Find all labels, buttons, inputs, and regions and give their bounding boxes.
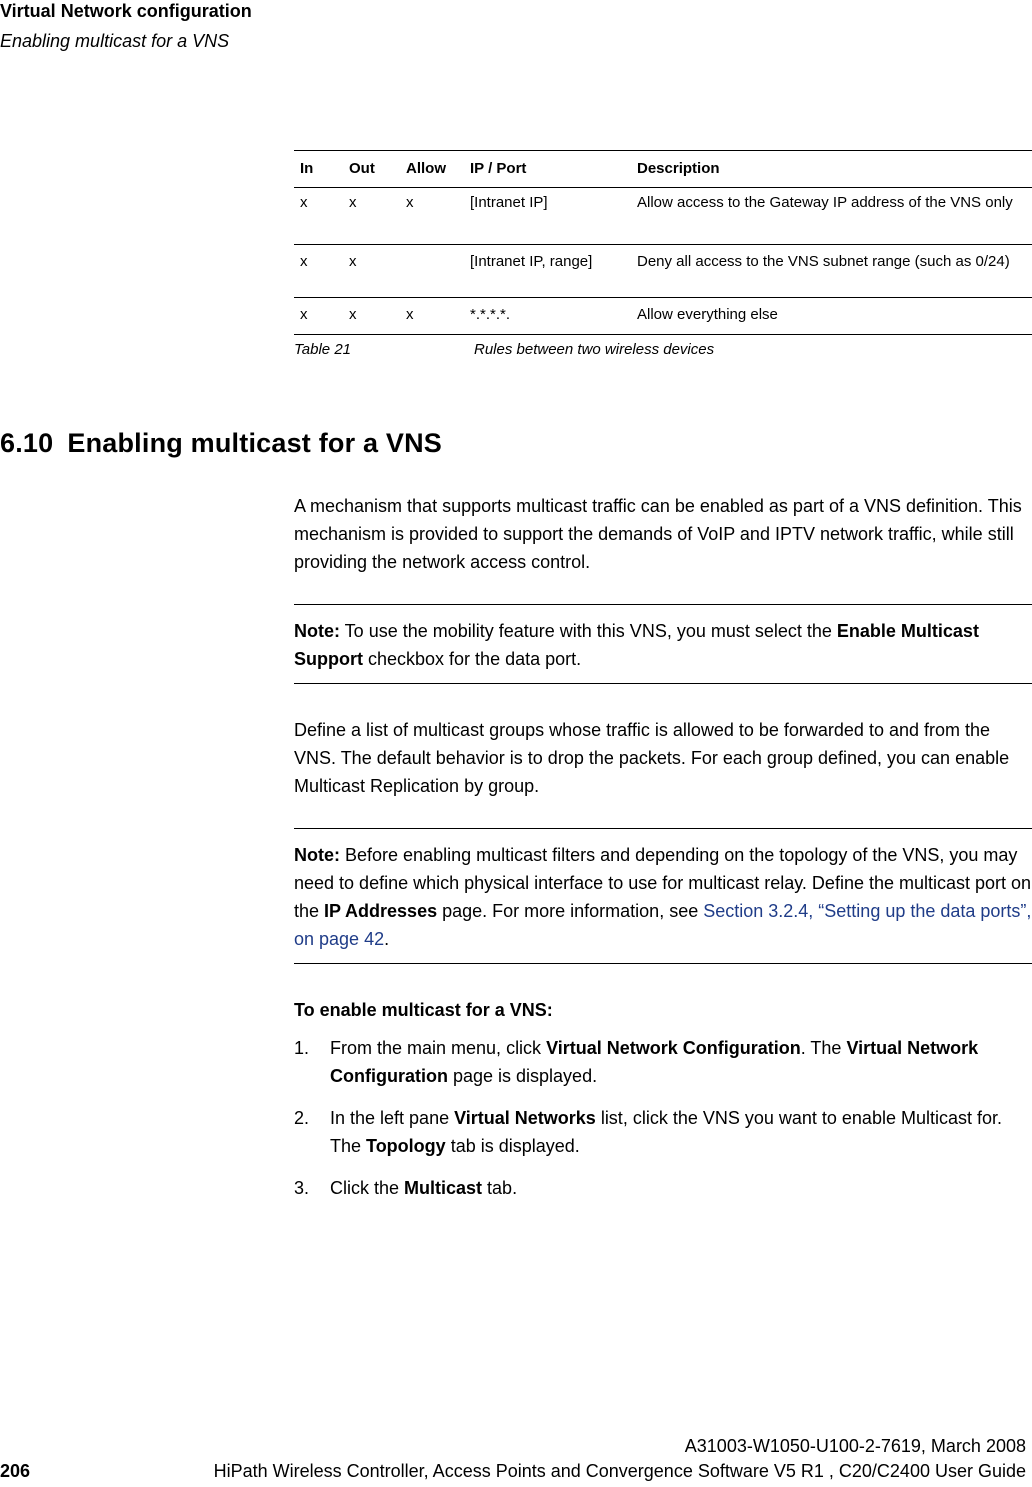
rules-table — [294, 150, 1032, 335]
note-box-mobility — [294, 604, 1032, 684]
step-text: tab. — [482, 1178, 518, 1198]
procedure-step — [294, 1174, 1032, 1202]
cell-description: Deny all access to the VNS subnet range (such as 0/24) — [637, 253, 1010, 270]
footer-page-number: 206 — [0, 1461, 31, 1481]
cell-description: Allow access to the Gateway IP address of the VNS only — [637, 194, 1013, 211]
cell-out: x — [349, 194, 357, 211]
section-heading — [0, 428, 442, 459]
cell-allow: x — [406, 306, 414, 323]
step-number: 2. — [294, 1108, 310, 1128]
step-number: 1. — [294, 1038, 310, 1058]
note-label: Note: — [294, 621, 340, 641]
section-title: Enabling multicast for a VNS — [67, 428, 443, 458]
footer-document-id: A31003-W1050-U100-2-7619, March 2008 — [684, 1436, 1026, 1456]
step-text: tab is displayed. — [445, 1136, 580, 1156]
procedure-step — [294, 1104, 1032, 1160]
cell-in: x — [300, 194, 308, 211]
table-caption-text: Rules between two wireless devices — [474, 341, 715, 358]
cell-in: x — [300, 253, 308, 270]
note-text-part: page. For more information, see — [437, 901, 704, 921]
ui-term-enable-multicast-support: Enable Multicast Support — [294, 621, 979, 669]
step-text: Click the — [330, 1178, 405, 1198]
column-header-ip-port: IP / Port — [470, 160, 527, 177]
cell-in: x — [300, 306, 308, 323]
cell-out: x — [349, 253, 357, 270]
note-box-filters — [294, 828, 1032, 964]
table-header-row — [294, 150, 1032, 188]
ui-term-virtual-networks: Virtual Networks — [454, 1108, 596, 1128]
note-text — [294, 841, 1032, 953]
ui-term-ip-addresses: IP Addresses — [324, 901, 438, 921]
procedure-title: To enable multicast for a VNS: — [294, 1000, 553, 1020]
step-text: In the left pane — [330, 1108, 455, 1128]
footer-guide-title: HiPath Wireless Controller, Access Points and Convergence Software V5 R1 , C20/C2400 User Guide — [213, 1461, 1026, 1481]
column-header-in: In — [300, 160, 314, 177]
table-row — [294, 245, 1032, 298]
ui-term-multicast: Multicast — [404, 1178, 483, 1198]
ui-term-virtual-network-configuration: Virtual Network Configuration — [546, 1038, 801, 1058]
note-label: Note: — [294, 845, 340, 865]
procedure-step — [294, 1034, 1032, 1090]
column-header-out: Out — [349, 160, 375, 177]
step-number: 3. — [294, 1178, 310, 1198]
ui-term-virtual-network-configuration: Virtual Network Configuration — [330, 1038, 979, 1086]
cell-ip-port: *.*.*.*. — [470, 306, 511, 323]
ui-term-topology: Topology — [366, 1136, 446, 1156]
table-row — [294, 188, 1032, 245]
table-row — [294, 298, 1032, 335]
cell-out: x — [349, 306, 357, 323]
intro-paragraph: A mechanism that supports multicast traffic can be enabled as part of a VNS definition. This mechanism is provided to support the demands of VoIP and IPTV network traffic, while still providing the network access control. — [294, 496, 1022, 572]
cross-reference-link[interactable]: Section 3.2.4, “Setting up the data ports”, on page 42 — [294, 901, 1032, 949]
note-text-part: To use the mobility feature with this VNS, you must select the — [340, 621, 837, 641]
procedure-steps — [294, 1034, 1032, 1216]
section-number: 6.10 — [0, 428, 54, 458]
note-text-part: . — [384, 929, 390, 949]
running-header-chapter: Virtual Network configuration — [0, 1, 252, 21]
column-header-allow: Allow — [406, 160, 446, 177]
step-text: page is displayed. — [447, 1066, 598, 1086]
column-header-description: Description — [637, 160, 720, 177]
step-text: . The — [800, 1038, 847, 1058]
running-header-section: Enabling multicast for a VNS — [0, 31, 230, 51]
step-text: list, click the VNS you want to enable Multicast for. The — [330, 1108, 1002, 1156]
cell-allow: x — [406, 194, 414, 211]
cell-description: Allow everything else — [637, 306, 778, 323]
table-caption-label: Table 21 — [294, 341, 351, 358]
groups-paragraph: Define a list of multicast groups whose traffic is allowed to be forwarded to and from the VNS. The default behavior is to drop the packets. For each group defined, you can enable Multicast Replication by group. — [294, 720, 1010, 796]
note-text — [294, 617, 1029, 673]
cell-ip-port: [Intranet IP] — [470, 194, 548, 211]
cell-ip-port: [Intranet IP, range] — [470, 253, 593, 270]
step-text: From the main menu, click — [330, 1038, 547, 1058]
note-text-part: checkbox for the data port. — [363, 649, 582, 669]
note-text-part: Before enabling multicast filters and depending on the topology of the VNS, you may need to define which physical interface to use for multicast relay. Define the multicast port on the — [294, 845, 1032, 921]
